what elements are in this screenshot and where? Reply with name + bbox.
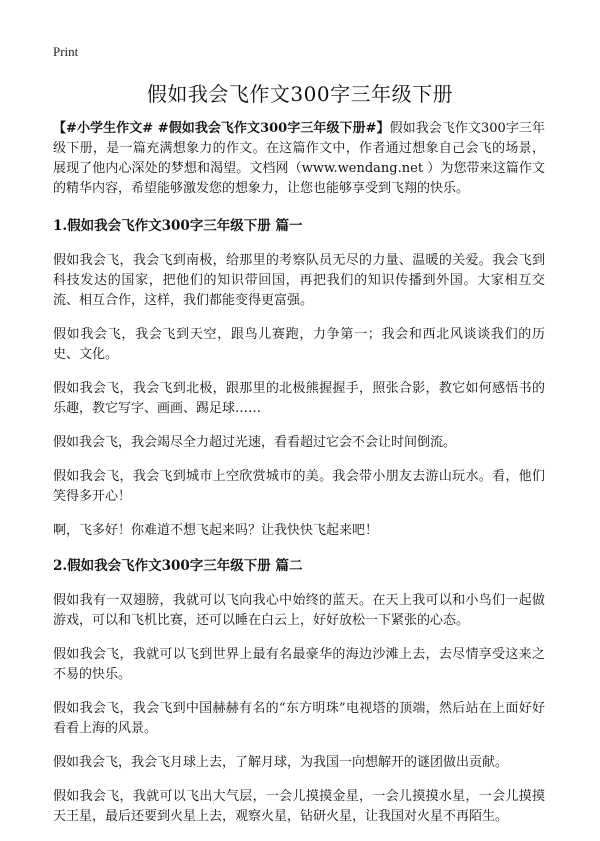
paragraph: 假如我会飞，我就可以飞到世界上最有名最豪华的海边沙滩上去，去尽情享受这来之不易的快乐。 xyxy=(53,647,545,682)
paragraph: 假如我有一双翅膀，我就可以飞向我心中始终的蓝天。在天上我可以和小鸟们一起做游戏，可以和飞机比赛，还可以睡在白云上，好好放松一下紧张的心态。 xyxy=(53,593,545,628)
intro-paragraph xyxy=(53,119,545,199)
paragraph: 假如我会飞，我会竭尽全力超过光速，看看超过它会不会让时间倒流。 xyxy=(53,435,457,450)
section-heading-2: 2.假如我会飞作文300字三年级下册 篇二 xyxy=(53,558,303,574)
print-link[interactable]: Print xyxy=(53,44,79,59)
paragraph: 假如我会飞，我会飞到南极，给那里的考察队员无尽的力量、温暖的关爱。我会飞到科技发达的国家，把他们的知识带回国，再把我们的知识传播到外国。大家相互交流、相互合作，这样，我们都能变得更富强。 xyxy=(53,253,545,308)
intro-text: 假如我会飞作文300字三年级下册，是一篇充满想象力的作文。在这篇作文中，作者通过想象自己会飞的场景，展现了他内心深处的梦想和渴望。文档网（www.wendang.net ）为您带来这篇作文的精华内容，希望能够激发您的想象力，让您也能够享受到飞翔的快乐。 xyxy=(53,121,545,196)
paragraph: 假如我会飞，我会飞月球上去，了解月球，为我国一向想解开的谜团做出贡献。 xyxy=(53,755,509,770)
page-title: 假如我会飞作文300字三年级下册 xyxy=(146,82,454,106)
paragraph: 假如我会飞，我会飞到城市上空欣赏城市的美。我会带小朋友去游山玩水。看，他们笑得多开心！ xyxy=(53,469,545,504)
paragraph: 假如我会飞，我会飞到北极，跟那里的北极熊握握手，照张合影，教它如何感悟书的乐趣，教它写字、画画、踢足球…… xyxy=(53,381,545,416)
document-body xyxy=(53,119,545,841)
paragraph: 假如我会飞，我会飞到天空，跟鸟儿赛跑，力争第一；我会和西北风谈谈我们的历史、文化。 xyxy=(53,327,545,362)
intro-tags: 【#小学生作文# #假如我会飞作文300字三年级下册#】 xyxy=(53,121,390,136)
paragraph: 假如我会飞，我就可以飞出大气层，一会儿摸摸金星，一会儿摸摸水星，一会儿摸摸天王星，最后还要到火星上去，观察火星，钻研火星，让我国对火星不再陌生。 xyxy=(53,789,545,824)
paragraph: 假如我会飞，我会飞到中国赫赫有名的“东方明珠”电视塔的顶端，然后站在上面好好看看上海的风景。 xyxy=(53,701,545,736)
section-heading-1: 1.假如我会飞作文300字三年级下册 篇一 xyxy=(53,218,303,234)
paragraph: 啊，飞多好！你难道不想飞起来吗？让我快快飞起来吧！ xyxy=(53,523,379,538)
